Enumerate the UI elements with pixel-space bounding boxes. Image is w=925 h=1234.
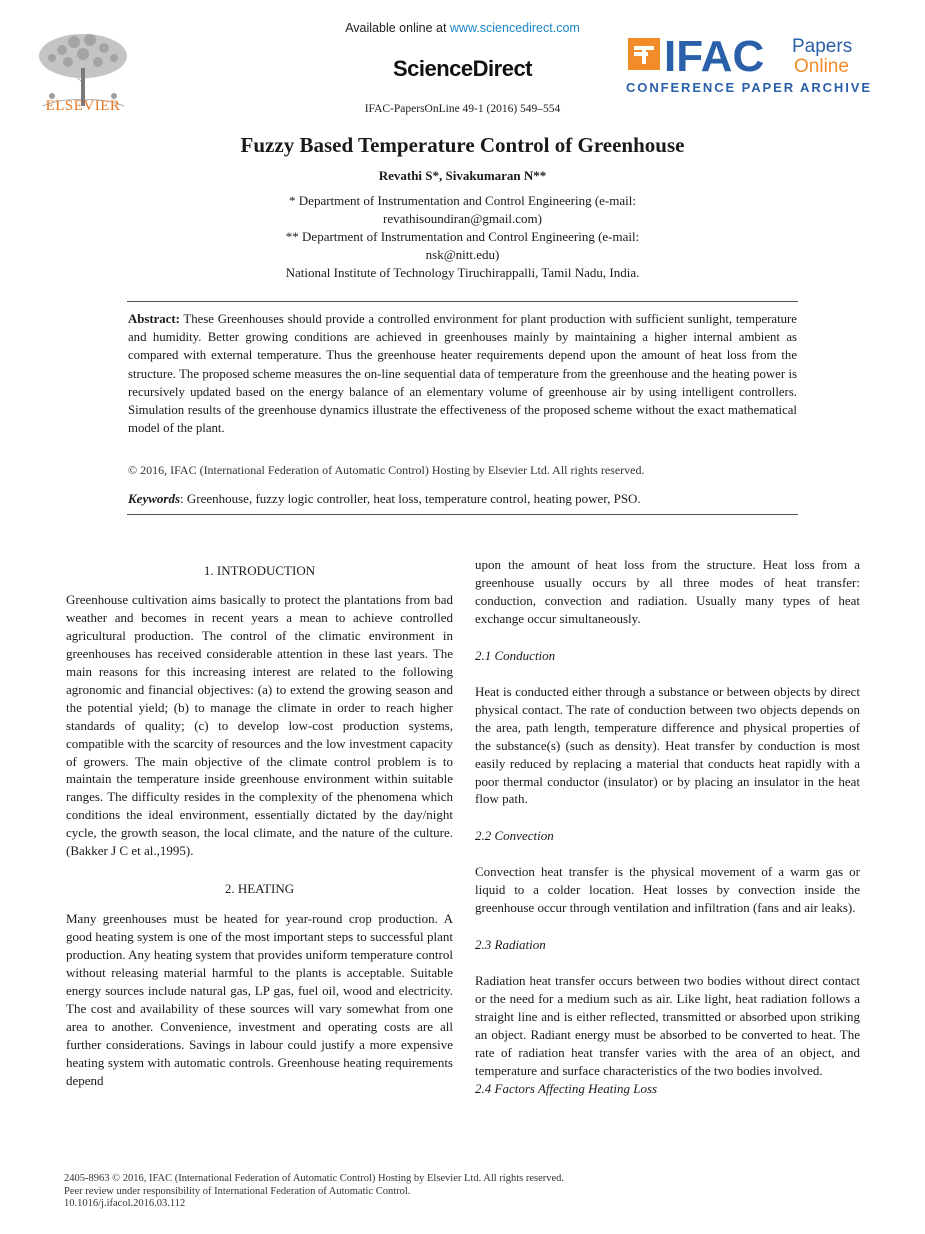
radiation-paragraph: Radiation heat transfer occurs between two bodies without direct contact or the need for a medium such as air. Like light, heat radiation follows a straight line and is either reflected, transmitted or absorbed upon striking an object. Radiant energy must be absorbed to be converted to heat. The rate of radiation heat transfer varies with the area of an object, and temperature and surface characteristics of the two bodies involved. xyxy=(475,973,860,1078)
convection-paragraph: Convection heat transfer is the physical movement of a warm gas or liquid to a colder location. Heat losses by convection inside the greenhouse occur through ventilation and infiltration (fans and air leaks). xyxy=(475,864,860,916)
footer-issn-line: 2405-8963 © 2016, IFAC (International Federation of Automatic Control) Hosting by Elsevier Ltd. All rights reserved. xyxy=(64,1173,565,1184)
footer-peer-review-line: Peer review under responsibility of International Federation of Automatic Control. xyxy=(64,1185,411,1197)
available-online-line xyxy=(0,21,925,35)
ifac-online-text: Online xyxy=(794,56,849,77)
abstract-label: Abstract: xyxy=(128,312,180,326)
ifac-papers-text: Papers xyxy=(792,36,853,57)
elsevier-wordmark: ELSEVIER xyxy=(45,98,121,114)
affiliation-line: ** Department of Instrumentation and Control Engineering (e-mail: xyxy=(285,229,640,244)
section-heading-introduction: 1. INTRODUCTION xyxy=(203,563,316,578)
ifac-papersonline-logo xyxy=(626,34,874,96)
paper-authors: Revathi S*, Sivakumaran N** xyxy=(378,168,547,183)
keywords-label: Keywords xyxy=(128,491,180,506)
subsection-heading-factors: 2.4 Factors Affecting Heating Loss xyxy=(475,1080,658,1096)
ifac-archive-text: CONFERENCE PAPER ARCHIVE xyxy=(626,80,870,95)
section-heading-heating: 2. HEATING xyxy=(224,881,295,897)
conduction-paragraph: Heat is conducted either through a substance or between objects by direct physical contact. The rate of conduction between two objects depends on the area, path length, temperature difference and physical properties of the substance(s) (such as density). Heat transfer by conduction is most easily reduced by replacing a material that conducts heat rapidly with a poor thermal conductor (insulator) or by placing an insulator in the heat flow path. xyxy=(475,683,860,807)
abstract xyxy=(128,310,797,437)
sciencedirect-brand: ScienceDirect xyxy=(392,56,533,81)
subsection-heading-radiation: 2.3 Radiation xyxy=(475,937,546,953)
introduction-paragraph: Greenhouse cultivation aims basically to protect the plantations from bad weather and becomes in recent years a mean to achieve controlled agricultural production. The control of the climatic environment in greenhouses has received considerable attention in these last years. The main reasons for this increasing interest are related to the following agronomic and financial objectives: (a) to extend the growing season and the potential yield; (b) to manage the climate in order to reach higher standards of quality; (c) to develop low-cost production systems, compatible with the scarcity of resources and the low investment capacity of growers. The main objective of the climate control problem is to maintain the temperature inside greenhouse environment within suitable ranges. The difficulty resides in the complexity of the phenomena which conditions the ideal environment, essentially dictated by the day/night cycle, the growth season, the local climate, and the nature of the culture. (Bakker J C et al.,1995). xyxy=(66,591,453,859)
heating-continuation-paragraph: upon the amount of heat loss from the structure. Heat loss from a greenhouse usually occurs by all three modes of heat transfer: conduction, convection and radiation. Usually many types of heat exchange occur simultaneously. xyxy=(475,557,860,626)
keywords-text: : Greenhouse, fuzzy logic controller, heat loss, temperature control, heating power, PSO. xyxy=(180,491,641,506)
affiliation-line: * Department of Instrumentation and Control Engineering (e-mail: xyxy=(289,193,636,208)
affiliation-line: National Institute of Technology Tiruchirappalli, Tamil Nadu, India. xyxy=(285,265,640,280)
subsection-heading-convection: 2.2 Convection xyxy=(475,828,554,844)
footer-doi-line[interactable]: 10.1016/j.ifacol.2016.03.112 xyxy=(64,1198,186,1209)
copyright-notice: © 2016, IFAC (International Federation of Automatic Control) Hosting by Elsevier Ltd. All rights reserved. xyxy=(128,463,645,477)
keywords xyxy=(128,491,797,507)
divider xyxy=(127,514,798,515)
divider xyxy=(127,301,798,302)
ifac-wordmark: IFAC xyxy=(664,34,765,81)
affiliation-line: nsk@nitt.edu) xyxy=(425,247,500,262)
left-column xyxy=(66,562,453,1090)
paper-title: Fuzzy Based Temperature Control of Greenhouse xyxy=(240,133,685,157)
subsection-heading-conduction: 2.1 Conduction xyxy=(475,647,556,663)
heating-paragraph: Many greenhouses must be heated for year-round crop production. A good heating system is one of the most important steps to successful plant production. Any heating system that provides uniform temperature control without releasing material harmful to the plants is acceptable. Suitable energy sources include natural gas, LP gas, fuel oil, wood and electricity. The cost and availability of these sources will vary somewhat from one area to another. Convenience, investment and operating costs are all further considerations. Savings in labour could justify a more expensive heating system with automatic controls. Greenhouse heating requirements depend xyxy=(66,911,453,1088)
journal-reference: IFAC-PapersOnLine 49-1 (2016) 549–554 xyxy=(364,103,561,115)
available-prefix: Available online at xyxy=(345,21,450,35)
page-footer xyxy=(64,1173,564,1211)
abstract-text: These Greenhouses should provide a controlled environment for plant production with sufficient sunlight, temperature and humidity. Better growing conditions are achieved in greenhouses mainly by maintaining a higher internal ambient as compared with external temperature. Thus the greenhouse heater requirements depend upon the amount of heat loss from the structure. The proposed scheme measures the on-line sequential data of temperature from the greenhouse and the heating power is recursively updated based on the energy balance of an elementary volume of greenhouse air by using intelligent controllers. Simulation results of the greenhouse dynamics illustrate the effectiveness of the proposed scheme without the exact mathematical model of the plant. xyxy=(128,312,797,436)
sciencedirect-link[interactable]: www.sciencedirect.com xyxy=(449,21,580,35)
affiliation-line: revathisoundiran@gmail.com) xyxy=(383,211,542,226)
right-column xyxy=(475,556,860,1098)
